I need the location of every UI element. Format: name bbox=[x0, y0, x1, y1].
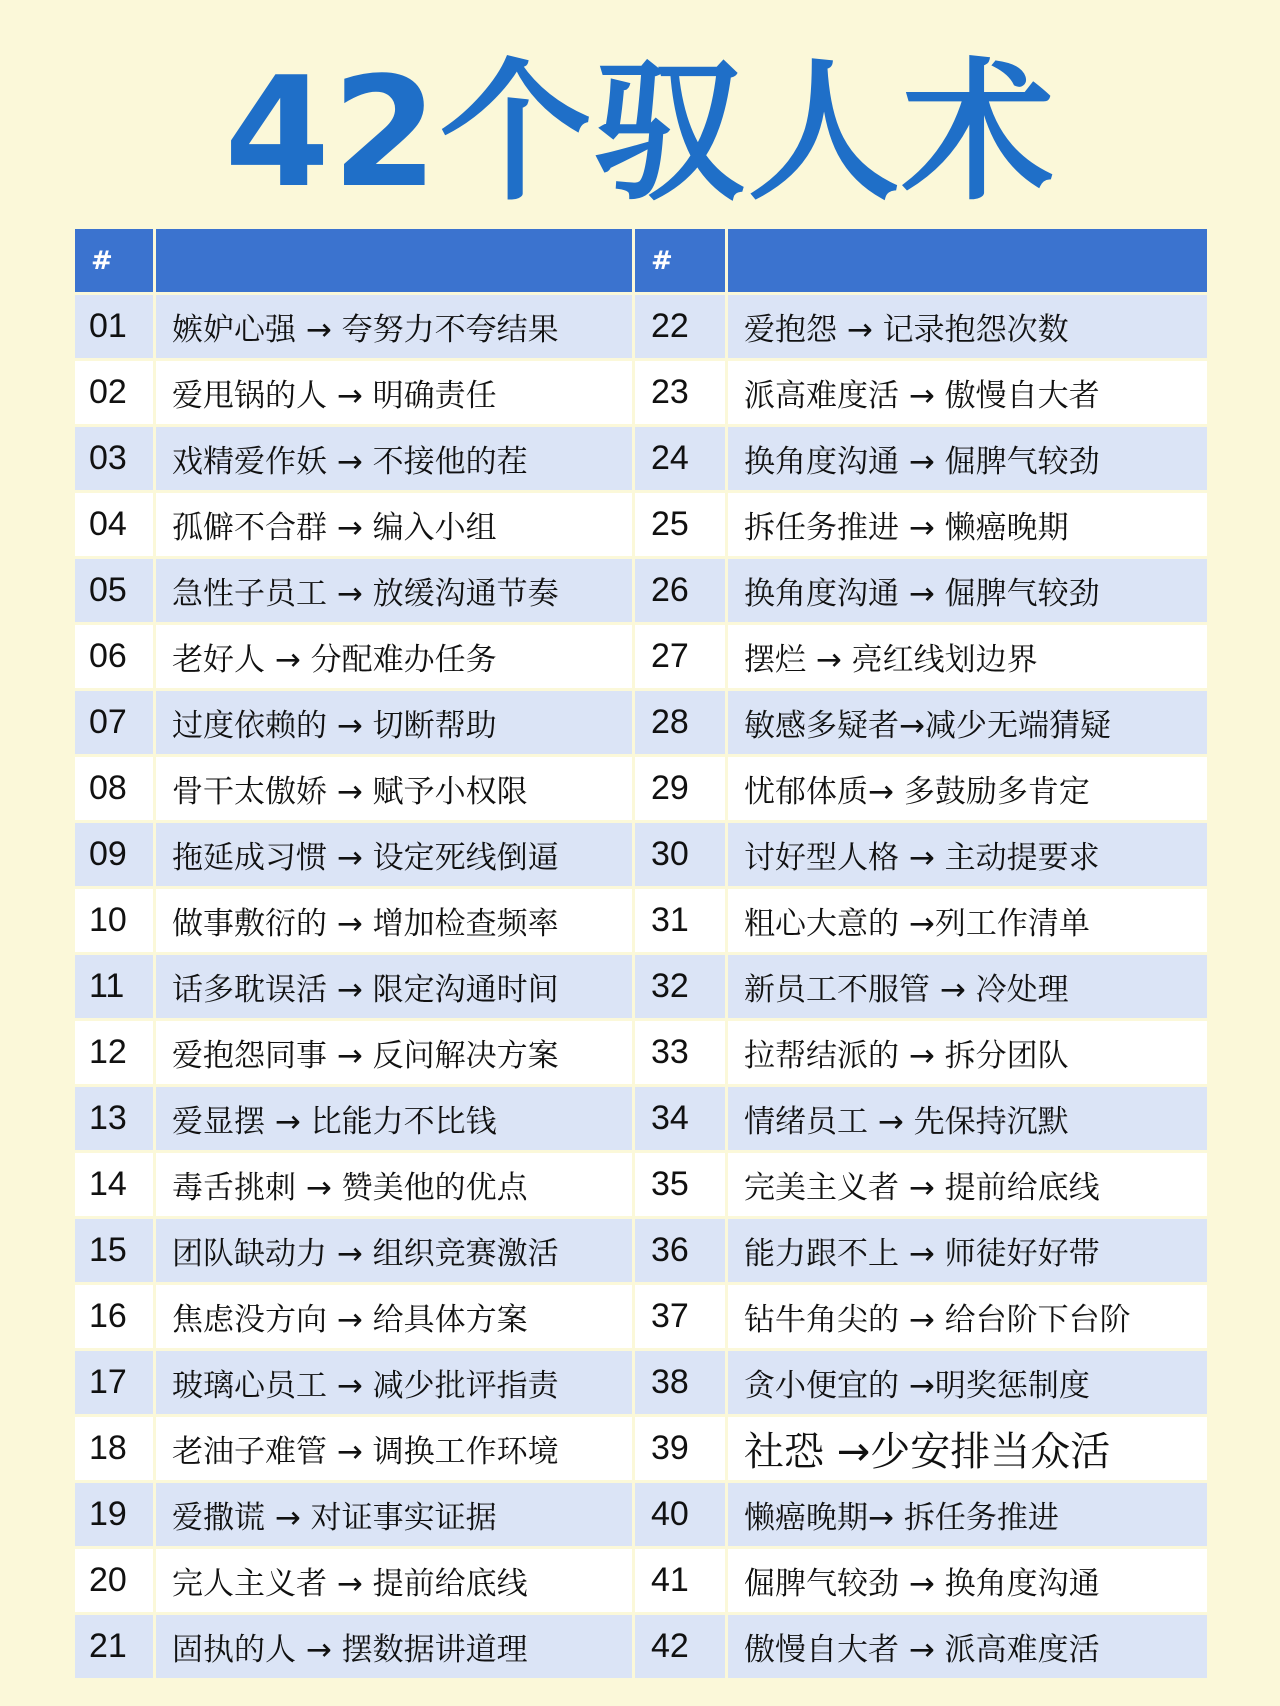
page-title: 42个驭人术 bbox=[224, 44, 1056, 221]
row-number-left: 11 bbox=[75, 955, 153, 1018]
row-number-right: 32 bbox=[635, 955, 725, 1018]
row-tip-left: 老油子难管 → 调换工作环境 bbox=[156, 1417, 632, 1480]
row-number-left: 21 bbox=[75, 1615, 153, 1678]
row-number-left: 12 bbox=[75, 1021, 153, 1084]
row-tip-right: 拆任务推进 → 懒癌晚期 bbox=[728, 493, 1207, 556]
row-number-left: 04 bbox=[75, 493, 153, 556]
table-row bbox=[75, 823, 1207, 886]
row-number-left: 02 bbox=[75, 361, 153, 424]
row-number-right: 27 bbox=[635, 625, 725, 688]
row-number-right: 42 bbox=[635, 1615, 725, 1678]
row-number-right: 30 bbox=[635, 823, 725, 886]
row-tip-right: 敏感多疑者→减少无端猜疑 bbox=[728, 691, 1207, 754]
table-row bbox=[75, 625, 1207, 688]
table-row bbox=[75, 295, 1207, 358]
table-row bbox=[75, 955, 1207, 1018]
header-text-left bbox=[156, 229, 632, 292]
row-number-right: 25 bbox=[635, 493, 725, 556]
row-number-right: 40 bbox=[635, 1483, 725, 1546]
row-number-right: 34 bbox=[635, 1087, 725, 1150]
header-number-left: # bbox=[75, 229, 153, 292]
row-tip-left: 焦虑没方向 → 给具体方案 bbox=[156, 1285, 632, 1348]
table-row bbox=[75, 1351, 1207, 1414]
row-tip-right: 懒癌晚期→ 拆任务推进 bbox=[728, 1483, 1207, 1546]
row-tip-right: 摆烂 → 亮红线划边界 bbox=[728, 625, 1207, 688]
row-tip-right: 新员工不服管 → 冷处理 bbox=[728, 955, 1207, 1018]
row-tip-left: 话多耽误活 → 限定沟通时间 bbox=[156, 955, 632, 1018]
row-tip-left: 孤僻不合群 → 编入小组 bbox=[156, 493, 632, 556]
row-tip-left: 玻璃心员工 → 减少批评指责 bbox=[156, 1351, 632, 1414]
table-row bbox=[75, 1417, 1207, 1480]
row-tip-left: 急性子员工 → 放缓沟通节奏 bbox=[156, 559, 632, 622]
row-tip-right: 拉帮结派的 → 拆分团队 bbox=[728, 1021, 1207, 1084]
row-number-right: 29 bbox=[635, 757, 725, 820]
table-row bbox=[75, 757, 1207, 820]
row-tip-left: 拖延成习惯 → 设定死线倒逼 bbox=[156, 823, 632, 886]
row-tip-left: 戏精爱作妖 → 不接他的茬 bbox=[156, 427, 632, 490]
row-tip-left: 固执的人 → 摆数据讲道理 bbox=[156, 1615, 632, 1678]
table-row bbox=[75, 361, 1207, 424]
tips-table-container bbox=[72, 226, 1204, 1681]
table-row bbox=[75, 559, 1207, 622]
row-tip-left: 老好人 → 分配难办任务 bbox=[156, 625, 632, 688]
row-number-right: 36 bbox=[635, 1219, 725, 1282]
row-number-left: 05 bbox=[75, 559, 153, 622]
table-row bbox=[75, 1021, 1207, 1084]
row-tip-left: 爱抱怨同事 → 反问解决方案 bbox=[156, 1021, 632, 1084]
table-row bbox=[75, 1219, 1207, 1282]
row-number-right: 24 bbox=[635, 427, 725, 490]
row-number-left: 15 bbox=[75, 1219, 153, 1282]
header-number-right: # bbox=[635, 229, 725, 292]
row-tip-right: 能力跟不上 → 师徒好好带 bbox=[728, 1219, 1207, 1282]
row-tip-right: 派高难度活 → 傲慢自大者 bbox=[728, 361, 1207, 424]
row-number-left: 09 bbox=[75, 823, 153, 886]
row-tip-left: 嫉妒心强 → 夸努力不夸结果 bbox=[156, 295, 632, 358]
row-number-left: 06 bbox=[75, 625, 153, 688]
row-tip-right: 粗心大意的 →列工作清单 bbox=[728, 889, 1207, 952]
row-number-right: 37 bbox=[635, 1285, 725, 1348]
table-row bbox=[75, 493, 1207, 556]
row-tip-left: 过度依赖的 → 切断帮助 bbox=[156, 691, 632, 754]
row-number-right: 22 bbox=[635, 295, 725, 358]
row-number-left: 17 bbox=[75, 1351, 153, 1414]
row-tip-right: 换角度沟通 → 倔脾气较劲 bbox=[728, 559, 1207, 622]
row-number-right: 31 bbox=[635, 889, 725, 952]
row-number-left: 16 bbox=[75, 1285, 153, 1348]
row-tip-right: 倔脾气较劲 → 换角度沟通 bbox=[728, 1549, 1207, 1612]
row-number-left: 03 bbox=[75, 427, 153, 490]
row-tip-right: 爱抱怨 → 记录抱怨次数 bbox=[728, 295, 1207, 358]
table-body bbox=[75, 295, 1207, 1678]
row-number-right: 41 bbox=[635, 1549, 725, 1612]
row-tip-right: 钻牛角尖的 → 给台阶下台阶 bbox=[728, 1285, 1207, 1348]
table-row bbox=[75, 1153, 1207, 1216]
table-row bbox=[75, 1285, 1207, 1348]
row-number-right: 38 bbox=[635, 1351, 725, 1414]
row-number-left: 08 bbox=[75, 757, 153, 820]
row-number-left: 01 bbox=[75, 295, 153, 358]
table-row bbox=[75, 1483, 1207, 1546]
row-tip-left: 骨干太傲娇 → 赋予小权限 bbox=[156, 757, 632, 820]
row-tip-left: 团队缺动力 → 组织竞赛激活 bbox=[156, 1219, 632, 1282]
table-row bbox=[75, 427, 1207, 490]
row-number-left: 20 bbox=[75, 1549, 153, 1612]
row-number-left: 19 bbox=[75, 1483, 153, 1546]
row-tip-left: 做事敷衍的 → 增加检查频率 bbox=[156, 889, 632, 952]
row-tip-right: 情绪员工 → 先保持沉默 bbox=[728, 1087, 1207, 1150]
table-row bbox=[75, 1087, 1207, 1150]
row-number-left: 14 bbox=[75, 1153, 153, 1216]
row-tip-right: 社恐 →少安排当众活 bbox=[728, 1417, 1207, 1480]
row-number-right: 26 bbox=[635, 559, 725, 622]
table-row bbox=[75, 1549, 1207, 1612]
row-tip-right: 傲慢自大者 → 派高难度活 bbox=[728, 1615, 1207, 1678]
row-tip-left: 爱撒谎 → 对证事实证据 bbox=[156, 1483, 632, 1546]
row-number-right: 39 bbox=[635, 1417, 725, 1480]
table-row bbox=[75, 889, 1207, 952]
row-tip-left: 爱显摆 → 比能力不比钱 bbox=[156, 1087, 632, 1150]
table-row bbox=[75, 691, 1207, 754]
row-number-left: 10 bbox=[75, 889, 153, 952]
row-tip-right: 讨好型人格 → 主动提要求 bbox=[728, 823, 1207, 886]
row-tip-left: 爱甩锅的人 → 明确责任 bbox=[156, 361, 632, 424]
row-tip-right: 贪小便宜的 →明奖惩制度 bbox=[728, 1351, 1207, 1414]
row-number-right: 33 bbox=[635, 1021, 725, 1084]
row-number-right: 35 bbox=[635, 1153, 725, 1216]
row-tip-right: 完美主义者 → 提前给底线 bbox=[728, 1153, 1207, 1216]
row-tip-right: 忧郁体质→ 多鼓励多肯定 bbox=[728, 757, 1207, 820]
row-number-right: 23 bbox=[635, 361, 725, 424]
table-row bbox=[75, 1615, 1207, 1678]
row-number-left: 18 bbox=[75, 1417, 153, 1480]
tips-table bbox=[72, 226, 1210, 1681]
row-number-right: 28 bbox=[635, 691, 725, 754]
row-tip-right: 换角度沟通 → 倔脾气较劲 bbox=[728, 427, 1207, 490]
row-number-left: 07 bbox=[75, 691, 153, 754]
row-tip-left: 完人主义者 → 提前给底线 bbox=[156, 1549, 632, 1612]
row-number-left: 13 bbox=[75, 1087, 153, 1150]
table-header-row bbox=[75, 229, 1207, 292]
row-tip-left: 毒舌挑刺 → 赞美他的优点 bbox=[156, 1153, 632, 1216]
header-text-right bbox=[728, 229, 1207, 292]
